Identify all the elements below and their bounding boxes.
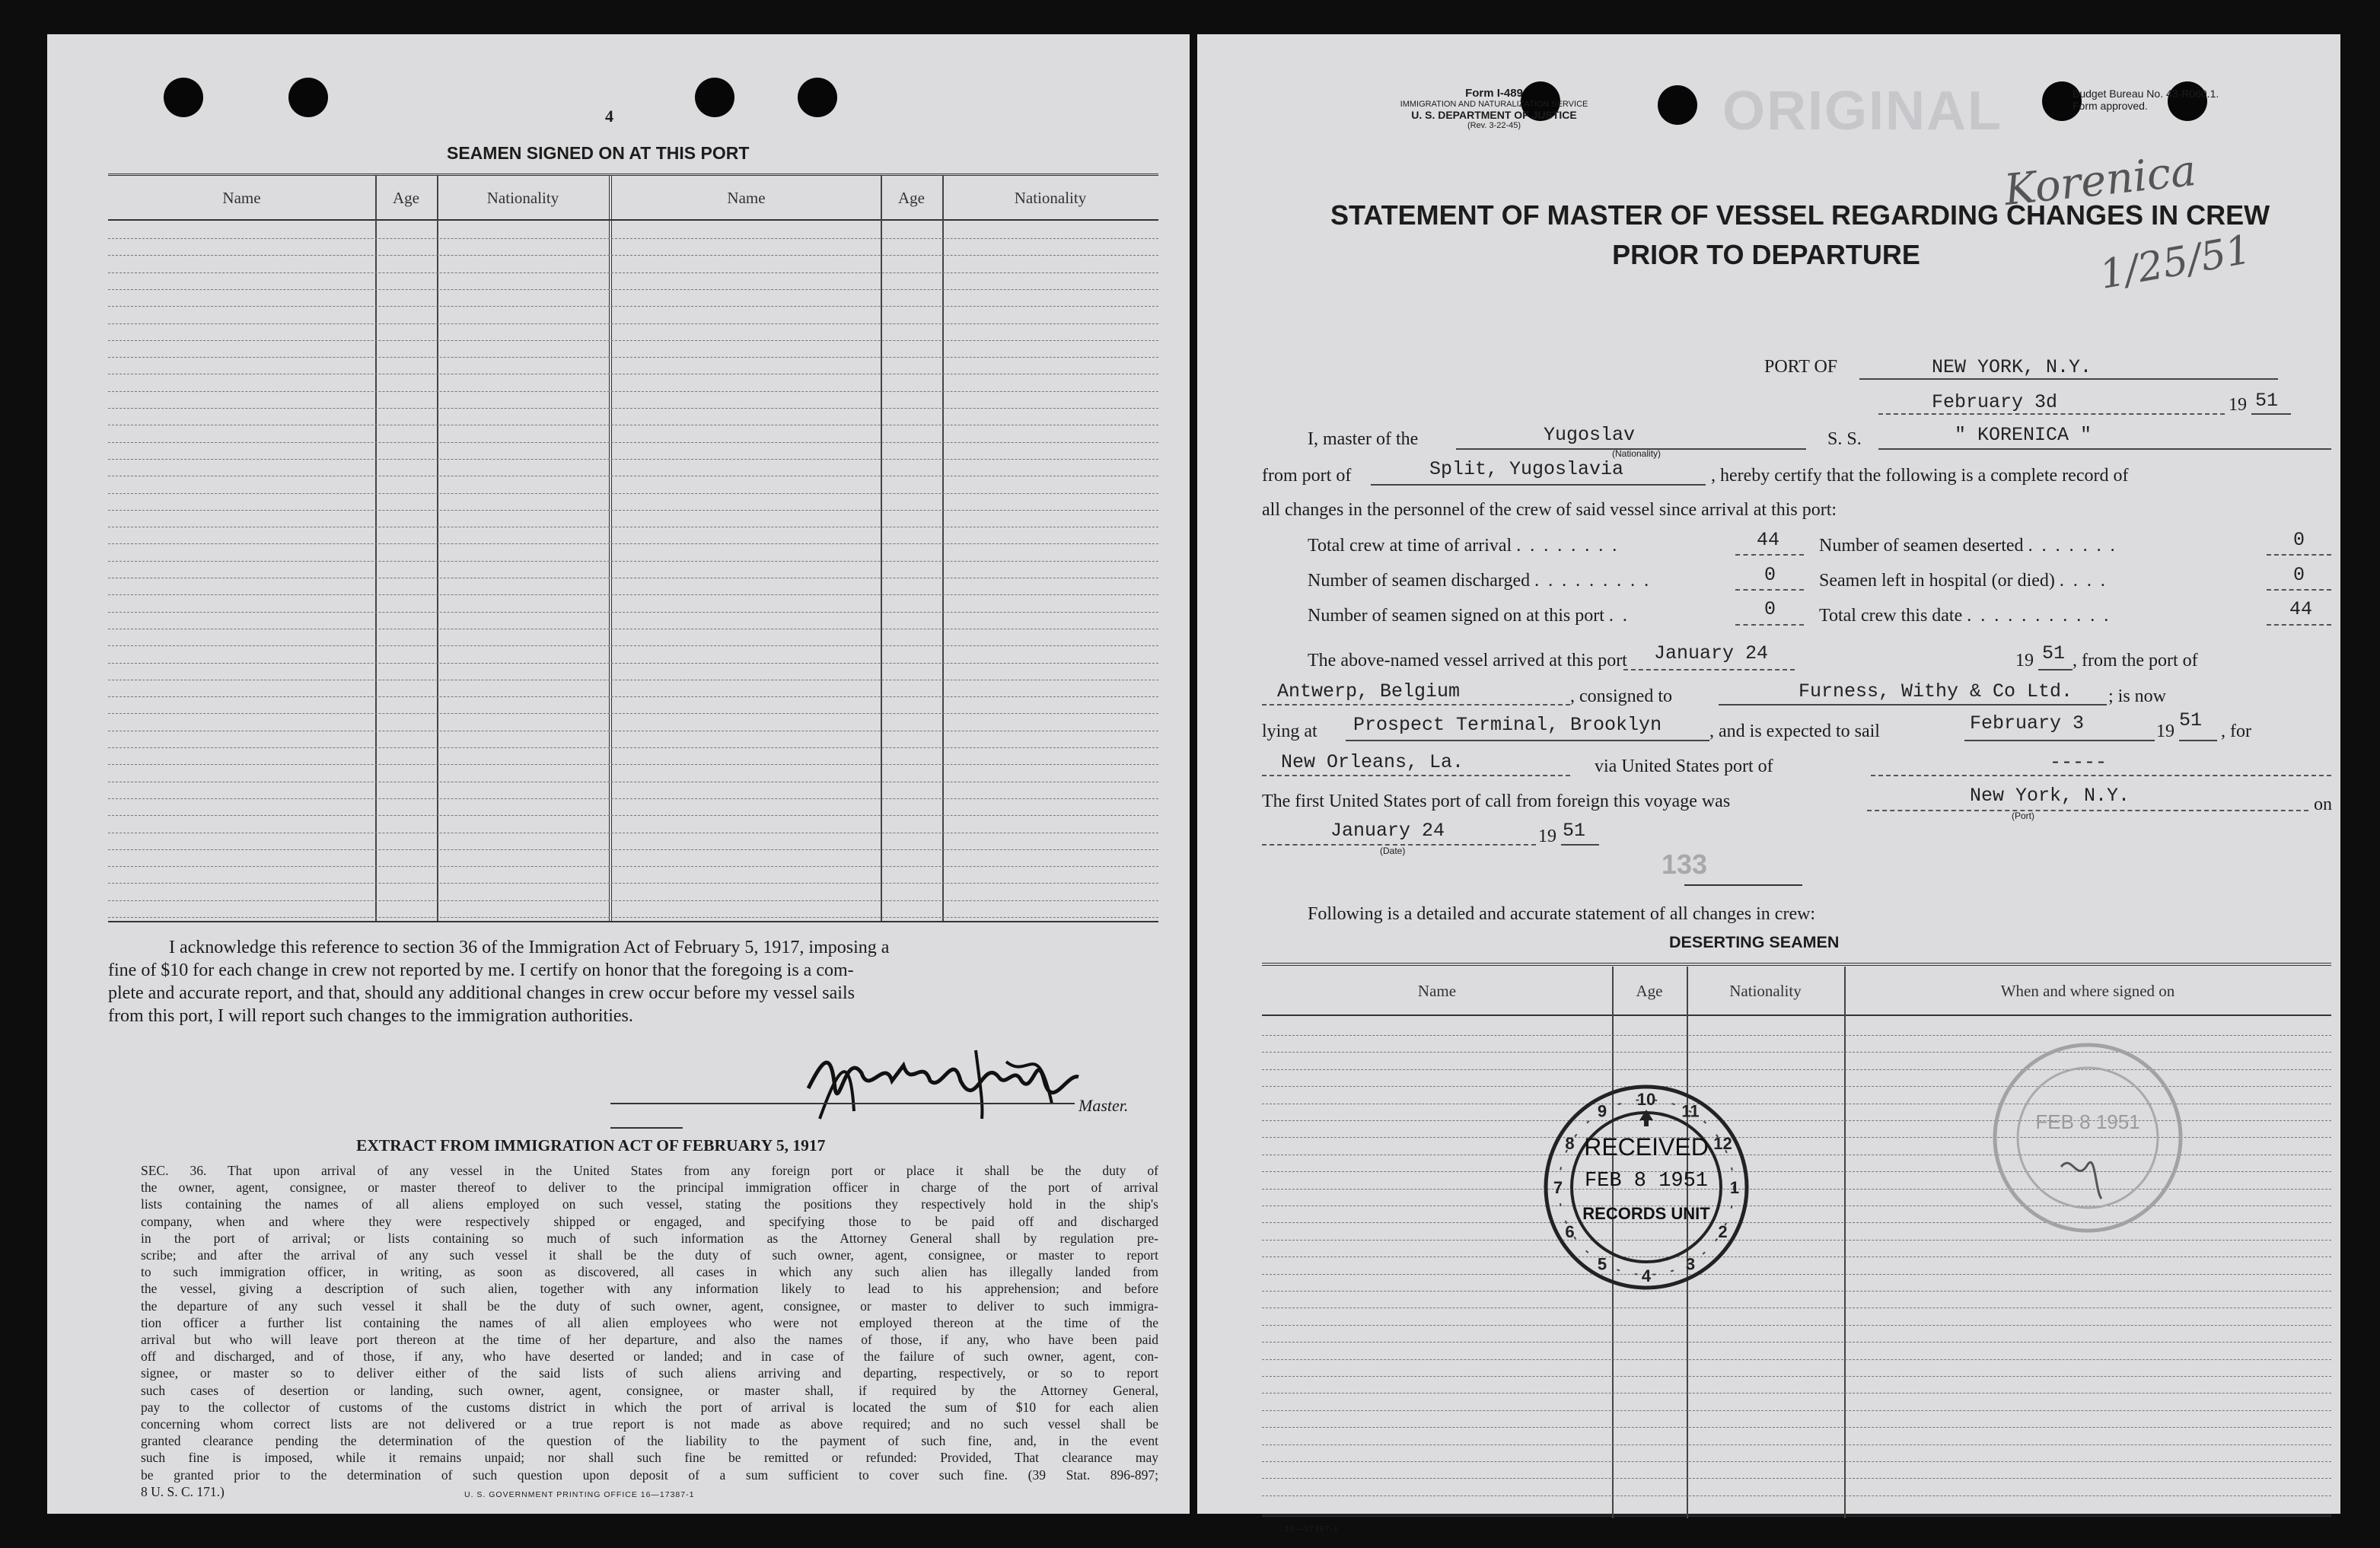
column-header: Age — [393, 189, 419, 207]
extract-line: 8 U. S. C. 171.) — [141, 1483, 225, 1499]
table-row-line — [1262, 1393, 2331, 1394]
acknowledgment-text: I acknowledge this reference to section 36 of the Immigration Act of February 5, 1917, imposing a fine of $10 for each change in crew not reported by me. I certify on honor that the foregoing is a com- plete and accurate report, and that, should any additional changes in crew occur before my vessel sails from this port, I will report such changes to the immigration authorities. — [108, 938, 890, 1026]
extract-line: lists containing the names of all aliens employed on such vessel, stating the positions they respectively hold in the ship's — [141, 1196, 1158, 1212]
date-caption: (Date) — [1380, 846, 1406, 856]
extract-line: the owner, agent, consignee, or master thereof to deliver to the principal immigration officer in charge of the port of arrival — [141, 1180, 1158, 1196]
table-row-line — [1262, 1325, 2331, 1326]
extract-line: to such immigration officer, in writing, as soon as discovered, all cases in which any such alien has illegally landed from — [141, 1264, 1158, 1280]
stamp-ring-number: 12 — [1713, 1134, 1732, 1153]
expected-label: , and is expected to sail — [1709, 721, 1880, 741]
page-number: 4 — [605, 107, 613, 126]
stamp-ring-number: 6 — [1565, 1222, 1575, 1241]
sail-year: 51 — [2179, 709, 2203, 731]
arrival-from: Antwerp, Belgium — [1277, 680, 1461, 702]
extract-title: EXTRACT FROM IMMIGRATION ACT OF FEBRUARY 5, 1917 — [356, 1136, 826, 1155]
destination: New Orleans, La. — [1281, 751, 1464, 773]
punch-hole — [164, 78, 203, 117]
master-label: Master. — [1078, 1096, 1129, 1115]
table-row-line — [108, 883, 1158, 884]
date-value: February 3d — [1932, 391, 2058, 413]
table-row-line — [1262, 1461, 2331, 1462]
stat-deserted: 0 — [2293, 529, 2305, 551]
stamp-ring-number: 7 — [1553, 1178, 1563, 1197]
following-text: Following is a detailed and accurate statement of all changes in crew: — [1308, 904, 1816, 924]
column-header: Nationality — [486, 189, 559, 207]
handwritten-vessel-name: Korenica — [2002, 145, 2199, 216]
table-row-line — [108, 255, 1158, 256]
date-year: 51 — [2255, 390, 2279, 412]
extract-line: company, when and where they were respectively shipped or engaged, and specifying those to be paid off and discharged — [141, 1213, 1158, 1229]
table-row-line — [1262, 1376, 2331, 1377]
table-row-line — [108, 815, 1158, 816]
column-header: Name — [1417, 982, 1457, 1000]
table-row-line — [108, 561, 1158, 562]
table-row-line — [108, 612, 1158, 613]
extract-line: SEC. 36. That upon arrival of any vessel in the United States from any foreign port or place it shall be the duty of — [141, 1163, 1158, 1178]
stat-total-crew-arrival: 44 — [1757, 529, 1780, 551]
stat-total-crew-label: Total crew this date . . . . . . . . . . . — [1819, 606, 2111, 626]
extract-line: such cases of desertion or landing, such owner, agent, consignee, or master shall, if required by the Attorney General, — [141, 1382, 1158, 1398]
table-row-line — [108, 764, 1158, 765]
received-date: FEB 8 1951 — [1584, 1170, 1709, 1193]
budget-bureau: Budget Bureau No. 43-R060.1. Form approved. — [2073, 88, 2219, 112]
consignee: Furness, Withy & Co Ltd. — [1799, 680, 2073, 702]
punch-hole — [695, 78, 734, 117]
column-header: Age — [898, 189, 925, 207]
stamp-ring-number: 11 — [1681, 1101, 1700, 1121]
stamp-ring-number: 1 — [1729, 1178, 1740, 1197]
table-row-line — [108, 493, 1158, 494]
punch-hole — [1658, 85, 1697, 125]
is-now-label: ; is now — [2108, 686, 2167, 706]
arrival-date: January 24 — [1654, 642, 1769, 664]
table-row-line — [108, 340, 1158, 341]
table-row-line — [108, 696, 1158, 697]
from-port-of-label: , from the port of — [2073, 651, 2198, 670]
form-title: STATEMENT OF MASTER OF VESSEL REGARDING CHANGES IN CREW PRIOR TO DEPARTURE — [1330, 199, 2270, 270]
nationality-value: Yugoslav — [1544, 424, 1636, 446]
certify-text: , hereby certify that the following is a complete record of — [1711, 466, 2129, 486]
for-label: , for — [2221, 721, 2251, 741]
stat-signed-on: 0 — [1764, 598, 1776, 620]
table-row-line — [1262, 1274, 2331, 1275]
extract-line: signee, or master so to deliver either of the said lists of such aliens arriving and departing, respectively, or so to report — [141, 1365, 1158, 1381]
extract-line: off and discharged, and of those, if any, who have deserted or landed; and in case of the failure of such owner, agent, con- — [141, 1349, 1158, 1365]
extract-line: concerning whom correct lists are not delivered or a true report is not made as above required; and no such vessel shall be — [141, 1416, 1158, 1432]
file-number: 133 — [1662, 849, 1708, 880]
via-port: ----- — [2050, 751, 2108, 773]
stat-discharged-label: Number of seamen discharged . . . . . . . . . — [1308, 571, 1652, 591]
stamp-ring-number: 4 — [1641, 1266, 1652, 1285]
sail-date: February 3 — [1970, 712, 2085, 734]
arrival-year: 51 — [2042, 642, 2066, 664]
table-row-line — [108, 663, 1158, 664]
table-row-line — [1262, 1495, 2331, 1496]
lying-at: Prospect Terminal, Brooklyn — [1353, 714, 1662, 736]
stamp-ring-number: 2 — [1718, 1222, 1728, 1241]
faint-stamp-date: FEB 8 1951 — [2035, 1110, 2140, 1133]
right-page — [1197, 34, 2340, 1534]
stat-deserted-label: Number of seamen deserted . . . . . . . — [1819, 536, 2117, 556]
via-label: via United States port of — [1595, 756, 1773, 776]
arrival-year-prefix: 19 — [2015, 651, 2034, 670]
table-title: DESERTING SEAMEN — [1669, 933, 1840, 951]
year-prefix: 19 — [2229, 395, 2247, 415]
stamp-ring-number: 3 — [1685, 1254, 1696, 1274]
first-port: New York, N.Y. — [1970, 785, 2130, 807]
table-row-line — [108, 306, 1158, 307]
table-row-line — [108, 510, 1158, 511]
table-row-line — [108, 917, 1158, 918]
extract-line: be granted prior to the determination of such question upon deposit of a sum sufficient to cover such fine. (39 Stat. 896-897; — [141, 1467, 1158, 1483]
table-row-line — [108, 289, 1158, 290]
table-row-line — [1262, 1342, 2331, 1343]
table-row-line — [1262, 1410, 2331, 1411]
table-row-line — [108, 272, 1158, 273]
sail-year-prefix: 19 — [2156, 721, 2174, 741]
extract-line: granted clearance pending the determination of the question of the liability to the payment of such fine, and, in the event — [141, 1433, 1158, 1449]
column-header: Nationality — [1014, 189, 1087, 207]
table-row-line — [108, 798, 1158, 799]
table-row-line — [1262, 1359, 2331, 1360]
first-port-year-prefix: 19 — [1538, 827, 1556, 846]
table-row-line — [108, 357, 1158, 358]
faint-stamp — [1989, 1039, 2187, 1237]
master-signature — [778, 1005, 1098, 1134]
table-row-line — [108, 408, 1158, 409]
stat-total-crew-arrival-label: Total crew at time of arrival . . . . . . . . — [1308, 536, 1620, 556]
stamp-ring-number: 5 — [1597, 1254, 1607, 1274]
stamp-ring-number: 10 — [1636, 1090, 1656, 1109]
column-header: Age — [1636, 982, 1663, 1000]
table-row-line — [1262, 1444, 2331, 1445]
stat-hospital-label: Seamen left in hospital (or died) . . . . — [1819, 571, 2108, 591]
vessel-value: " KORENICA " — [1955, 424, 2092, 446]
table-row-line — [108, 442, 1158, 443]
column-header: Name — [222, 189, 261, 207]
extract-line: pay to the collector of customs of the customs district in which the port of arrival is located the sum of $10 for each alien — [141, 1399, 1158, 1415]
extract-text — [141, 1162, 1158, 1500]
from-port-label: from port of — [1262, 466, 1352, 486]
port-label: PORT OF — [1764, 357, 1838, 377]
extract-line: such fine is imposed, while it remains unpaid; nor shall such fine be remitted or refunded: Provided, That clearance may — [141, 1450, 1158, 1466]
port-value: NEW YORK, N.Y. — [1932, 356, 2092, 378]
handwritten-date: 1/25/51 — [2096, 227, 2255, 298]
nationality-caption: (Nationality) — [1612, 448, 1662, 459]
extract-line: in the port of arrival; or lists containing so much of such information as the Attorney General shall by regulation pre- — [141, 1230, 1158, 1246]
lying-at-label: lying at — [1262, 721, 1317, 741]
records-unit: RECORDS UNIT — [1582, 1204, 1710, 1223]
table-row-line — [108, 391, 1158, 392]
master-prefix: I, master of the — [1308, 429, 1419, 449]
table-row-line — [108, 713, 1158, 714]
table-row-line — [108, 594, 1158, 595]
from-port-value: Split, Yugoslavia — [1429, 458, 1624, 480]
table-row-line — [1262, 1240, 2331, 1241]
punch-hole — [288, 78, 328, 117]
extract-line: scribe; and after the arrival of any such vessel it shall be the duty of such owner, agent, consignee, or master to report — [141, 1247, 1158, 1263]
first-port-label: The first United States port of call from foreign this voyage was — [1262, 792, 1731, 811]
on-label: on — [2314, 795, 2332, 814]
table-row-line — [108, 747, 1158, 748]
table-row-line — [1262, 1478, 2331, 1479]
column-header: Name — [727, 189, 766, 207]
table-row-line — [1262, 1291, 2331, 1292]
table-row-line — [108, 238, 1158, 239]
section-title: SEAMEN SIGNED ON AT THIS PORT — [447, 143, 750, 163]
left-page — [47, 34, 1190, 1514]
stat-total-crew: 44 — [2289, 598, 2313, 620]
table-row-line — [1262, 1035, 2331, 1036]
port-caption: (Port) — [2012, 811, 2034, 821]
first-port-date: January 24 — [1330, 820, 1445, 842]
table-row-line — [108, 900, 1158, 901]
extract-line: arrival but who will leave port thereon at the time of her departure, and also the names of those, if any, who have been paid — [141, 1332, 1158, 1348]
punch-hole — [798, 78, 837, 117]
extract-line: the departure of any such vessel it shall be the duty of such owner, agent, consignee, or master to deliver to such immigra- — [141, 1298, 1158, 1314]
table-row-line — [108, 849, 1158, 850]
table-row-line — [108, 645, 1158, 646]
table-row-line — [108, 323, 1158, 324]
form-header: Form I-489 IMMIGRATION AND NATURALIZATION SERVICE U. S. DEPARTMENT OF JUSTICE (Rev. 3-22-45) — [1400, 87, 1588, 130]
ss-label: S. S. — [1827, 429, 1862, 449]
original-stamp: ORIGINAL — [1722, 81, 2002, 142]
first-port-year: 51 — [1563, 820, 1586, 842]
certify-text-2: all changes in the personnel of the crew of said vessel since arrival at this port: — [1262, 500, 1837, 520]
stat-signed-on-label: Number of seamen signed on at this port . . — [1308, 606, 1630, 626]
table-row-line — [1262, 1427, 2331, 1428]
stat-discharged: 0 — [1764, 564, 1776, 586]
table-row-line — [108, 459, 1158, 460]
table-row-line — [108, 866, 1158, 867]
arrived-prefix: The above-named vessel arrived at this port — [1308, 651, 1627, 670]
extract-line: tion officer a further list containing the names of all alien employees who were not employed thereon at the time of the — [141, 1314, 1158, 1330]
received-stamp — [1540, 1081, 1753, 1294]
stamp-ring-number: 8 — [1565, 1134, 1575, 1153]
table-row-line — [108, 543, 1158, 544]
stamp-ring-number: 9 — [1597, 1101, 1607, 1121]
extract-line: the vessel, giving a description of such alien, together with any information likely to lead to his apprehension; and before — [141, 1281, 1158, 1297]
consigned-label: , consigned to — [1570, 686, 1672, 706]
received-text: RECEIVED — [1584, 1133, 1709, 1161]
stat-hospital: 0 — [2293, 564, 2305, 586]
printer-note: 16—17387-1 — [1285, 1524, 1339, 1534]
printer-note: U. S. GOVERNMENT PRINTING OFFICE 16—17387-1 — [464, 1490, 695, 1499]
column-header: When and where signed on — [2000, 982, 2175, 1000]
column-header: Nationality — [1729, 982, 1802, 1000]
